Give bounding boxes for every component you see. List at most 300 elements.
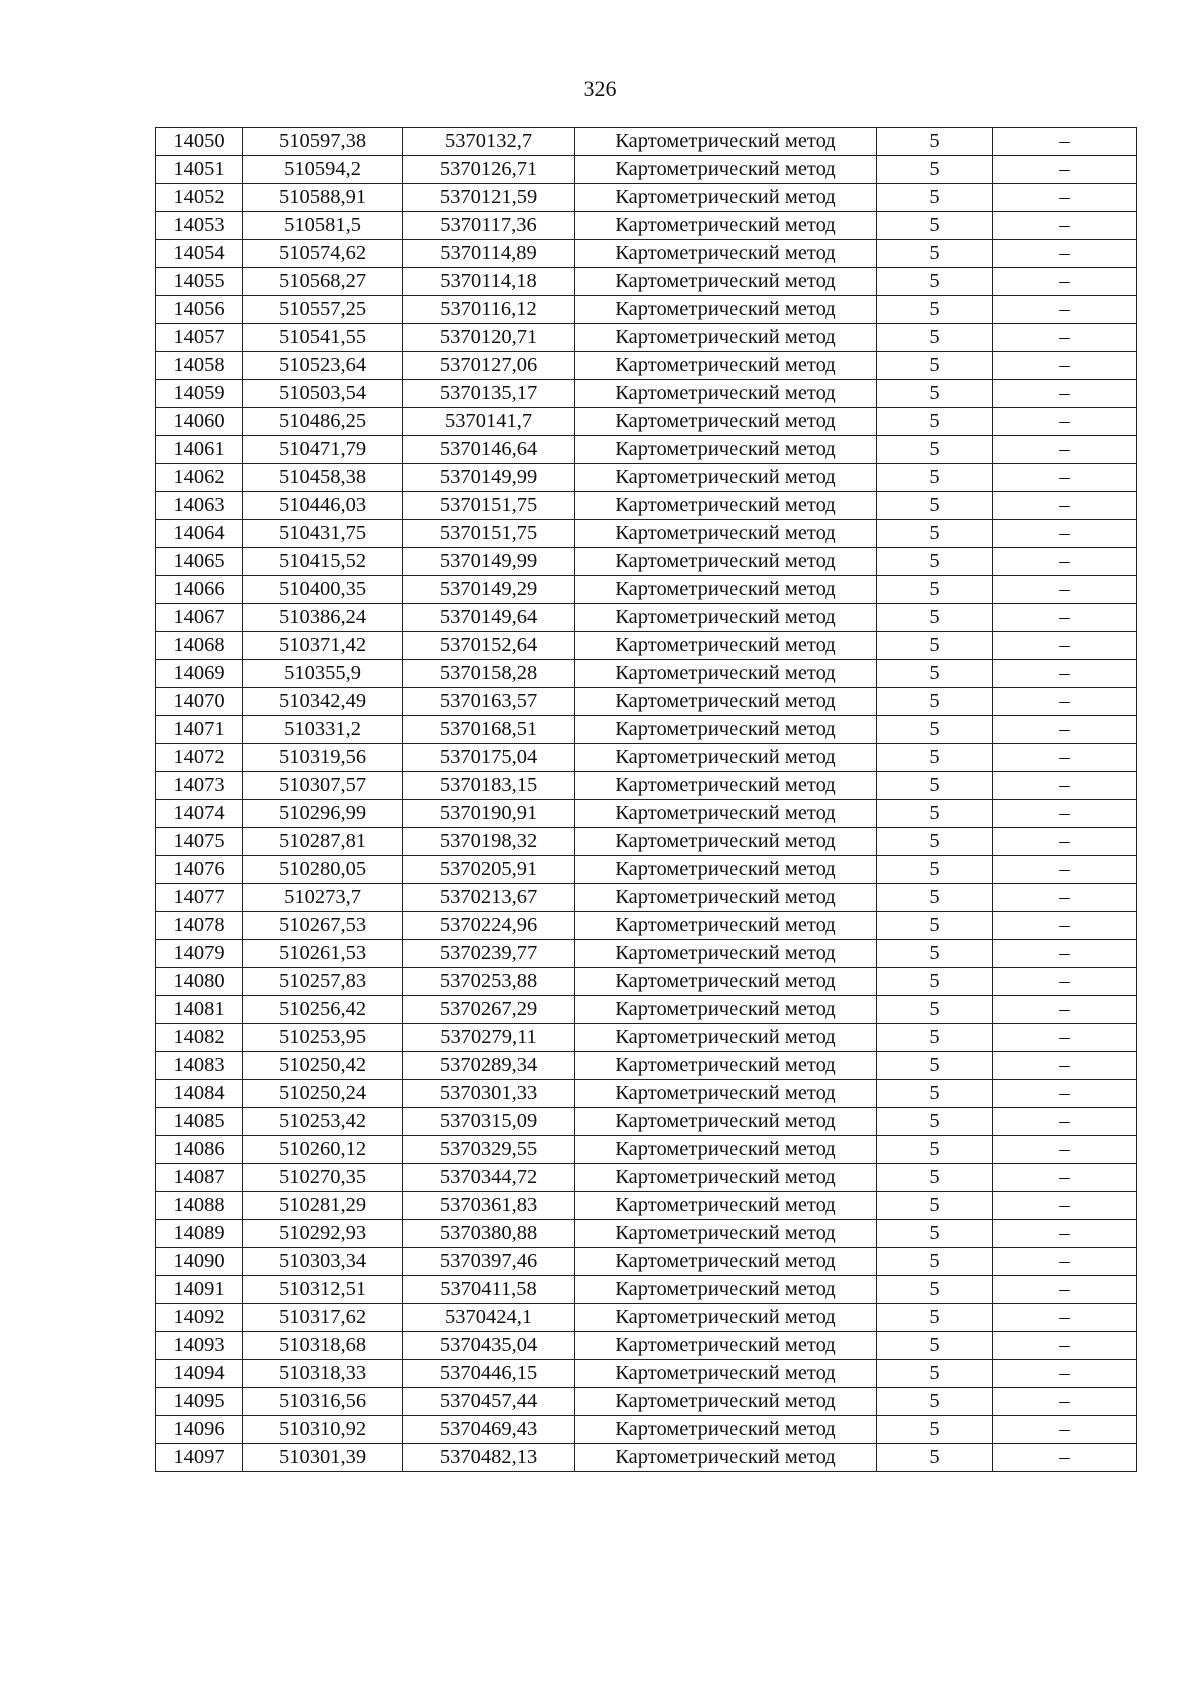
description-cell: – bbox=[993, 716, 1137, 744]
y-coordinate-cell: 5370132,7 bbox=[403, 128, 575, 156]
point-number-cell: 14065 bbox=[156, 548, 243, 576]
x-coordinate-cell: 510253,42 bbox=[243, 1108, 403, 1136]
point-number-cell: 14083 bbox=[156, 1052, 243, 1080]
point-number-cell: 14088 bbox=[156, 1192, 243, 1220]
method-cell: Картометрический метод bbox=[575, 1024, 877, 1052]
accuracy-cell: 5 bbox=[877, 632, 993, 660]
point-number-cell: 14077 bbox=[156, 884, 243, 912]
accuracy-cell: 5 bbox=[877, 1164, 993, 1192]
y-coordinate-cell: 5370198,32 bbox=[403, 828, 575, 856]
y-coordinate-cell: 5370163,57 bbox=[403, 688, 575, 716]
table-row bbox=[156, 1052, 1137, 1080]
x-coordinate-cell: 510273,7 bbox=[243, 884, 403, 912]
description-cell: – bbox=[993, 1220, 1137, 1248]
table-row bbox=[156, 520, 1137, 548]
point-number-cell: 14063 bbox=[156, 492, 243, 520]
accuracy-cell: 5 bbox=[877, 744, 993, 772]
x-coordinate-cell: 510310,92 bbox=[243, 1416, 403, 1444]
accuracy-cell: 5 bbox=[877, 884, 993, 912]
table-row bbox=[156, 576, 1137, 604]
point-number-cell: 14087 bbox=[156, 1164, 243, 1192]
accuracy-cell: 5 bbox=[877, 660, 993, 688]
x-coordinate-cell: 510458,38 bbox=[243, 464, 403, 492]
accuracy-cell: 5 bbox=[877, 1388, 993, 1416]
table-row bbox=[156, 296, 1137, 324]
method-cell: Картометрический метод bbox=[575, 1052, 877, 1080]
point-number-cell: 14062 bbox=[156, 464, 243, 492]
point-number-cell: 14079 bbox=[156, 940, 243, 968]
point-number-cell: 14090 bbox=[156, 1248, 243, 1276]
accuracy-cell: 5 bbox=[877, 436, 993, 464]
point-number-cell: 14073 bbox=[156, 772, 243, 800]
y-coordinate-cell: 5370152,64 bbox=[403, 632, 575, 660]
x-coordinate-cell: 510588,91 bbox=[243, 184, 403, 212]
point-number-cell: 14092 bbox=[156, 1304, 243, 1332]
point-number-cell: 14056 bbox=[156, 296, 243, 324]
method-cell: Картометрический метод bbox=[575, 380, 877, 408]
x-coordinate-cell: 510287,81 bbox=[243, 828, 403, 856]
accuracy-cell: 5 bbox=[877, 352, 993, 380]
point-number-cell: 14089 bbox=[156, 1220, 243, 1248]
table-row bbox=[156, 1192, 1137, 1220]
method-cell: Картометрический метод bbox=[575, 464, 877, 492]
point-number-cell: 14053 bbox=[156, 212, 243, 240]
point-number-cell: 14091 bbox=[156, 1276, 243, 1304]
x-coordinate-cell: 510301,39 bbox=[243, 1444, 403, 1472]
table-row bbox=[156, 212, 1137, 240]
accuracy-cell: 5 bbox=[877, 1024, 993, 1052]
description-cell: – bbox=[993, 1164, 1137, 1192]
x-coordinate-cell: 510486,25 bbox=[243, 408, 403, 436]
accuracy-cell: 5 bbox=[877, 520, 993, 548]
point-number-cell: 14072 bbox=[156, 744, 243, 772]
x-coordinate-cell: 510250,42 bbox=[243, 1052, 403, 1080]
y-coordinate-cell: 5370121,59 bbox=[403, 184, 575, 212]
description-cell: – bbox=[993, 128, 1137, 156]
table-row bbox=[156, 632, 1137, 660]
point-number-cell: 14060 bbox=[156, 408, 243, 436]
description-cell: – bbox=[993, 548, 1137, 576]
point-number-cell: 14094 bbox=[156, 1360, 243, 1388]
x-coordinate-cell: 510250,24 bbox=[243, 1080, 403, 1108]
table-row bbox=[156, 492, 1137, 520]
x-coordinate-cell: 510446,03 bbox=[243, 492, 403, 520]
method-cell: Картометрический метод bbox=[575, 548, 877, 576]
y-coordinate-cell: 5370315,09 bbox=[403, 1108, 575, 1136]
page-number: 326 bbox=[583, 76, 617, 101]
y-coordinate-cell: 5370469,43 bbox=[403, 1416, 575, 1444]
y-coordinate-cell: 5370344,72 bbox=[403, 1164, 575, 1192]
x-coordinate-cell: 510312,51 bbox=[243, 1276, 403, 1304]
x-coordinate-cell: 510574,62 bbox=[243, 240, 403, 268]
accuracy-cell: 5 bbox=[877, 1080, 993, 1108]
table-row bbox=[156, 1080, 1137, 1108]
accuracy-cell: 5 bbox=[877, 268, 993, 296]
x-coordinate-cell: 510303,34 bbox=[243, 1248, 403, 1276]
description-cell: – bbox=[993, 324, 1137, 352]
description-cell: – bbox=[993, 996, 1137, 1024]
method-cell: Картометрический метод bbox=[575, 156, 877, 184]
accuracy-cell: 5 bbox=[877, 1304, 993, 1332]
coordinates-table bbox=[155, 127, 1137, 1472]
description-cell: – bbox=[993, 772, 1137, 800]
description-cell: – bbox=[993, 1416, 1137, 1444]
description-cell: – bbox=[993, 576, 1137, 604]
x-coordinate-cell: 510307,57 bbox=[243, 772, 403, 800]
description-cell: – bbox=[993, 856, 1137, 884]
accuracy-cell: 5 bbox=[877, 380, 993, 408]
description-cell: – bbox=[993, 1276, 1137, 1304]
description-cell: – bbox=[993, 492, 1137, 520]
description-cell: – bbox=[993, 1108, 1137, 1136]
y-coordinate-cell: 5370457,44 bbox=[403, 1388, 575, 1416]
method-cell: Картометрический метод bbox=[575, 240, 877, 268]
description-cell: – bbox=[993, 436, 1137, 464]
description-cell: – bbox=[993, 1052, 1137, 1080]
accuracy-cell: 5 bbox=[877, 716, 993, 744]
point-number-cell: 14069 bbox=[156, 660, 243, 688]
accuracy-cell: 5 bbox=[877, 828, 993, 856]
x-coordinate-cell: 510253,95 bbox=[243, 1024, 403, 1052]
x-coordinate-cell: 510355,9 bbox=[243, 660, 403, 688]
table-row bbox=[156, 240, 1137, 268]
point-number-cell: 14084 bbox=[156, 1080, 243, 1108]
table-row bbox=[156, 464, 1137, 492]
method-cell: Картометрический метод bbox=[575, 212, 877, 240]
y-coordinate-cell: 5370183,15 bbox=[403, 772, 575, 800]
description-cell: – bbox=[993, 828, 1137, 856]
description-cell: – bbox=[993, 968, 1137, 996]
method-cell: Картометрический метод bbox=[575, 1304, 877, 1332]
description-cell: – bbox=[993, 632, 1137, 660]
point-number-cell: 14078 bbox=[156, 912, 243, 940]
description-cell: – bbox=[993, 912, 1137, 940]
point-number-cell: 14082 bbox=[156, 1024, 243, 1052]
method-cell: Картометрический метод bbox=[575, 1164, 877, 1192]
method-cell: Картометрический метод bbox=[575, 604, 877, 632]
accuracy-cell: 5 bbox=[877, 688, 993, 716]
y-coordinate-cell: 5370120,71 bbox=[403, 324, 575, 352]
description-cell: – bbox=[993, 1444, 1137, 1472]
point-number-cell: 14057 bbox=[156, 324, 243, 352]
description-cell: – bbox=[993, 156, 1137, 184]
accuracy-cell: 5 bbox=[877, 1276, 993, 1304]
x-coordinate-cell: 510557,25 bbox=[243, 296, 403, 324]
point-number-cell: 14074 bbox=[156, 800, 243, 828]
y-coordinate-cell: 5370380,88 bbox=[403, 1220, 575, 1248]
description-cell: – bbox=[993, 1388, 1137, 1416]
x-coordinate-cell: 510386,24 bbox=[243, 604, 403, 632]
method-cell: Картометрический метод bbox=[575, 296, 877, 324]
y-coordinate-cell: 5370151,75 bbox=[403, 492, 575, 520]
y-coordinate-cell: 5370224,96 bbox=[403, 912, 575, 940]
description-cell: – bbox=[993, 380, 1137, 408]
point-number-cell: 14050 bbox=[156, 128, 243, 156]
x-coordinate-cell: 510257,83 bbox=[243, 968, 403, 996]
description-cell: – bbox=[993, 1360, 1137, 1388]
x-coordinate-cell: 510319,56 bbox=[243, 744, 403, 772]
method-cell: Картометрический метод bbox=[575, 1388, 877, 1416]
accuracy-cell: 5 bbox=[877, 156, 993, 184]
description-cell: – bbox=[993, 744, 1137, 772]
table-row bbox=[156, 1024, 1137, 1052]
point-number-cell: 14086 bbox=[156, 1136, 243, 1164]
point-number-cell: 14054 bbox=[156, 240, 243, 268]
description-cell: – bbox=[993, 240, 1137, 268]
description-cell: – bbox=[993, 464, 1137, 492]
method-cell: Картометрический метод bbox=[575, 744, 877, 772]
method-cell: Картометрический метод bbox=[575, 1220, 877, 1248]
accuracy-cell: 5 bbox=[877, 1220, 993, 1248]
point-number-cell: 14080 bbox=[156, 968, 243, 996]
table-row bbox=[156, 828, 1137, 856]
accuracy-cell: 5 bbox=[877, 1108, 993, 1136]
x-coordinate-cell: 510261,53 bbox=[243, 940, 403, 968]
accuracy-cell: 5 bbox=[877, 240, 993, 268]
x-coordinate-cell: 510541,55 bbox=[243, 324, 403, 352]
x-coordinate-cell: 510270,35 bbox=[243, 1164, 403, 1192]
y-coordinate-cell: 5370301,33 bbox=[403, 1080, 575, 1108]
table-row bbox=[156, 268, 1137, 296]
table-row bbox=[156, 1304, 1137, 1332]
table-row bbox=[156, 996, 1137, 1024]
table-row bbox=[156, 1220, 1137, 1248]
accuracy-cell: 5 bbox=[877, 128, 993, 156]
y-coordinate-cell: 5370127,06 bbox=[403, 352, 575, 380]
accuracy-cell: 5 bbox=[877, 912, 993, 940]
y-coordinate-cell: 5370289,34 bbox=[403, 1052, 575, 1080]
y-coordinate-cell: 5370135,17 bbox=[403, 380, 575, 408]
point-number-cell: 14068 bbox=[156, 632, 243, 660]
description-cell: – bbox=[993, 1024, 1137, 1052]
accuracy-cell: 5 bbox=[877, 1052, 993, 1080]
accuracy-cell: 5 bbox=[877, 492, 993, 520]
y-coordinate-cell: 5370424,1 bbox=[403, 1304, 575, 1332]
table-row bbox=[156, 968, 1137, 996]
method-cell: Картометрический метод bbox=[575, 1276, 877, 1304]
y-coordinate-cell: 5370151,75 bbox=[403, 520, 575, 548]
table-row bbox=[156, 128, 1137, 156]
method-cell: Картометрический метод bbox=[575, 576, 877, 604]
accuracy-cell: 5 bbox=[877, 1444, 993, 1472]
accuracy-cell: 5 bbox=[877, 408, 993, 436]
table-row bbox=[156, 688, 1137, 716]
method-cell: Картометрический метод bbox=[575, 352, 877, 380]
method-cell: Картометрический метод bbox=[575, 772, 877, 800]
table-row bbox=[156, 1388, 1137, 1416]
accuracy-cell: 5 bbox=[877, 800, 993, 828]
description-cell: – bbox=[993, 884, 1137, 912]
method-cell: Картометрический метод bbox=[575, 1108, 877, 1136]
x-coordinate-cell: 510371,42 bbox=[243, 632, 403, 660]
y-coordinate-cell: 5370329,55 bbox=[403, 1136, 575, 1164]
table-row bbox=[156, 380, 1137, 408]
method-cell: Картометрический метод bbox=[575, 856, 877, 884]
y-coordinate-cell: 5370435,04 bbox=[403, 1332, 575, 1360]
coordinates-table-body bbox=[156, 128, 1137, 1472]
table-row bbox=[156, 856, 1137, 884]
method-cell: Картометрический метод bbox=[575, 1080, 877, 1108]
table-row bbox=[156, 1108, 1137, 1136]
point-number-cell: 14095 bbox=[156, 1388, 243, 1416]
accuracy-cell: 5 bbox=[877, 576, 993, 604]
point-number-cell: 14051 bbox=[156, 156, 243, 184]
method-cell: Картометрический метод bbox=[575, 492, 877, 520]
description-cell: – bbox=[993, 184, 1137, 212]
method-cell: Картометрический метод bbox=[575, 940, 877, 968]
point-number-cell: 14064 bbox=[156, 520, 243, 548]
y-coordinate-cell: 5370267,29 bbox=[403, 996, 575, 1024]
x-coordinate-cell: 510316,56 bbox=[243, 1388, 403, 1416]
x-coordinate-cell: 510296,99 bbox=[243, 800, 403, 828]
x-coordinate-cell: 510267,53 bbox=[243, 912, 403, 940]
table-row bbox=[156, 1276, 1137, 1304]
method-cell: Картометрический метод bbox=[575, 1332, 877, 1360]
y-coordinate-cell: 5370126,71 bbox=[403, 156, 575, 184]
description-cell: – bbox=[993, 604, 1137, 632]
method-cell: Картометрический метод bbox=[575, 324, 877, 352]
y-coordinate-cell: 5370114,89 bbox=[403, 240, 575, 268]
y-coordinate-cell: 5370175,04 bbox=[403, 744, 575, 772]
accuracy-cell: 5 bbox=[877, 1192, 993, 1220]
y-coordinate-cell: 5370482,13 bbox=[403, 1444, 575, 1472]
method-cell: Картометрический метод bbox=[575, 968, 877, 996]
accuracy-cell: 5 bbox=[877, 548, 993, 576]
table-row bbox=[156, 184, 1137, 212]
point-number-cell: 14067 bbox=[156, 604, 243, 632]
table-row bbox=[156, 884, 1137, 912]
accuracy-cell: 5 bbox=[877, 184, 993, 212]
y-coordinate-cell: 5370190,91 bbox=[403, 800, 575, 828]
x-coordinate-cell: 510594,2 bbox=[243, 156, 403, 184]
x-coordinate-cell: 510318,33 bbox=[243, 1360, 403, 1388]
y-coordinate-cell: 5370446,15 bbox=[403, 1360, 575, 1388]
description-cell: – bbox=[993, 408, 1137, 436]
x-coordinate-cell: 510342,49 bbox=[243, 688, 403, 716]
method-cell: Картометрический метод bbox=[575, 268, 877, 296]
x-coordinate-cell: 510260,12 bbox=[243, 1136, 403, 1164]
table-row bbox=[156, 1332, 1137, 1360]
method-cell: Картометрический метод bbox=[575, 800, 877, 828]
table-row bbox=[156, 1136, 1137, 1164]
method-cell: Картометрический метод bbox=[575, 128, 877, 156]
description-cell: – bbox=[993, 1248, 1137, 1276]
x-coordinate-cell: 510256,42 bbox=[243, 996, 403, 1024]
y-coordinate-cell: 5370149,64 bbox=[403, 604, 575, 632]
accuracy-cell: 5 bbox=[877, 1332, 993, 1360]
accuracy-cell: 5 bbox=[877, 604, 993, 632]
point-number-cell: 14075 bbox=[156, 828, 243, 856]
method-cell: Картометрический метод bbox=[575, 828, 877, 856]
accuracy-cell: 5 bbox=[877, 772, 993, 800]
method-cell: Картометрический метод bbox=[575, 520, 877, 548]
point-number-cell: 14093 bbox=[156, 1332, 243, 1360]
point-number-cell: 14061 bbox=[156, 436, 243, 464]
method-cell: Картометрический метод bbox=[575, 1360, 877, 1388]
y-coordinate-cell: 5370146,64 bbox=[403, 436, 575, 464]
method-cell: Картометрический метод bbox=[575, 716, 877, 744]
accuracy-cell: 5 bbox=[877, 996, 993, 1024]
method-cell: Картометрический метод bbox=[575, 436, 877, 464]
description-cell: – bbox=[993, 268, 1137, 296]
table-row bbox=[156, 940, 1137, 968]
accuracy-cell: 5 bbox=[877, 1136, 993, 1164]
x-coordinate-cell: 510471,79 bbox=[243, 436, 403, 464]
table-row bbox=[156, 548, 1137, 576]
y-coordinate-cell: 5370149,29 bbox=[403, 576, 575, 604]
y-coordinate-cell: 5370114,18 bbox=[403, 268, 575, 296]
x-coordinate-cell: 510281,29 bbox=[243, 1192, 403, 1220]
accuracy-cell: 5 bbox=[877, 856, 993, 884]
table-row bbox=[156, 408, 1137, 436]
table-row bbox=[156, 324, 1137, 352]
accuracy-cell: 5 bbox=[877, 212, 993, 240]
method-cell: Картометрический метод bbox=[575, 1136, 877, 1164]
y-coordinate-cell: 5370116,12 bbox=[403, 296, 575, 324]
table-row bbox=[156, 716, 1137, 744]
x-coordinate-cell: 510331,2 bbox=[243, 716, 403, 744]
y-coordinate-cell: 5370158,28 bbox=[403, 660, 575, 688]
description-cell: – bbox=[993, 940, 1137, 968]
x-coordinate-cell: 510568,27 bbox=[243, 268, 403, 296]
accuracy-cell: 5 bbox=[877, 1248, 993, 1276]
method-cell: Картометрический метод bbox=[575, 1416, 877, 1444]
table-row bbox=[156, 772, 1137, 800]
point-number-cell: 14070 bbox=[156, 688, 243, 716]
table-row bbox=[156, 912, 1137, 940]
description-cell: – bbox=[993, 1304, 1137, 1332]
method-cell: Картометрический метод bbox=[575, 688, 877, 716]
point-number-cell: 14055 bbox=[156, 268, 243, 296]
description-cell: – bbox=[993, 800, 1137, 828]
method-cell: Картометрический метод bbox=[575, 1192, 877, 1220]
method-cell: Картометрический метод bbox=[575, 408, 877, 436]
y-coordinate-cell: 5370141,7 bbox=[403, 408, 575, 436]
x-coordinate-cell: 510317,62 bbox=[243, 1304, 403, 1332]
description-cell: – bbox=[993, 1192, 1137, 1220]
description-cell: – bbox=[993, 1332, 1137, 1360]
x-coordinate-cell: 510431,75 bbox=[243, 520, 403, 548]
y-coordinate-cell: 5370279,11 bbox=[403, 1024, 575, 1052]
accuracy-cell: 5 bbox=[877, 1416, 993, 1444]
y-coordinate-cell: 5370213,67 bbox=[403, 884, 575, 912]
x-coordinate-cell: 510318,68 bbox=[243, 1332, 403, 1360]
accuracy-cell: 5 bbox=[877, 464, 993, 492]
point-number-cell: 14081 bbox=[156, 996, 243, 1024]
y-coordinate-cell: 5370397,46 bbox=[403, 1248, 575, 1276]
table-row bbox=[156, 604, 1137, 632]
x-coordinate-cell: 510523,64 bbox=[243, 352, 403, 380]
table-row bbox=[156, 436, 1137, 464]
y-coordinate-cell: 5370253,88 bbox=[403, 968, 575, 996]
y-coordinate-cell: 5370149,99 bbox=[403, 548, 575, 576]
method-cell: Картометрический метод bbox=[575, 632, 877, 660]
table-row bbox=[156, 1164, 1137, 1192]
method-cell: Картометрический метод bbox=[575, 184, 877, 212]
table-row bbox=[156, 156, 1137, 184]
method-cell: Картометрический метод bbox=[575, 1248, 877, 1276]
y-coordinate-cell: 5370205,91 bbox=[403, 856, 575, 884]
description-cell: – bbox=[993, 688, 1137, 716]
table-row bbox=[156, 1360, 1137, 1388]
description-cell: – bbox=[993, 520, 1137, 548]
point-number-cell: 14085 bbox=[156, 1108, 243, 1136]
description-cell: – bbox=[993, 296, 1137, 324]
accuracy-cell: 5 bbox=[877, 940, 993, 968]
table-row bbox=[156, 744, 1137, 772]
y-coordinate-cell: 5370361,83 bbox=[403, 1192, 575, 1220]
method-cell: Картометрический метод bbox=[575, 912, 877, 940]
